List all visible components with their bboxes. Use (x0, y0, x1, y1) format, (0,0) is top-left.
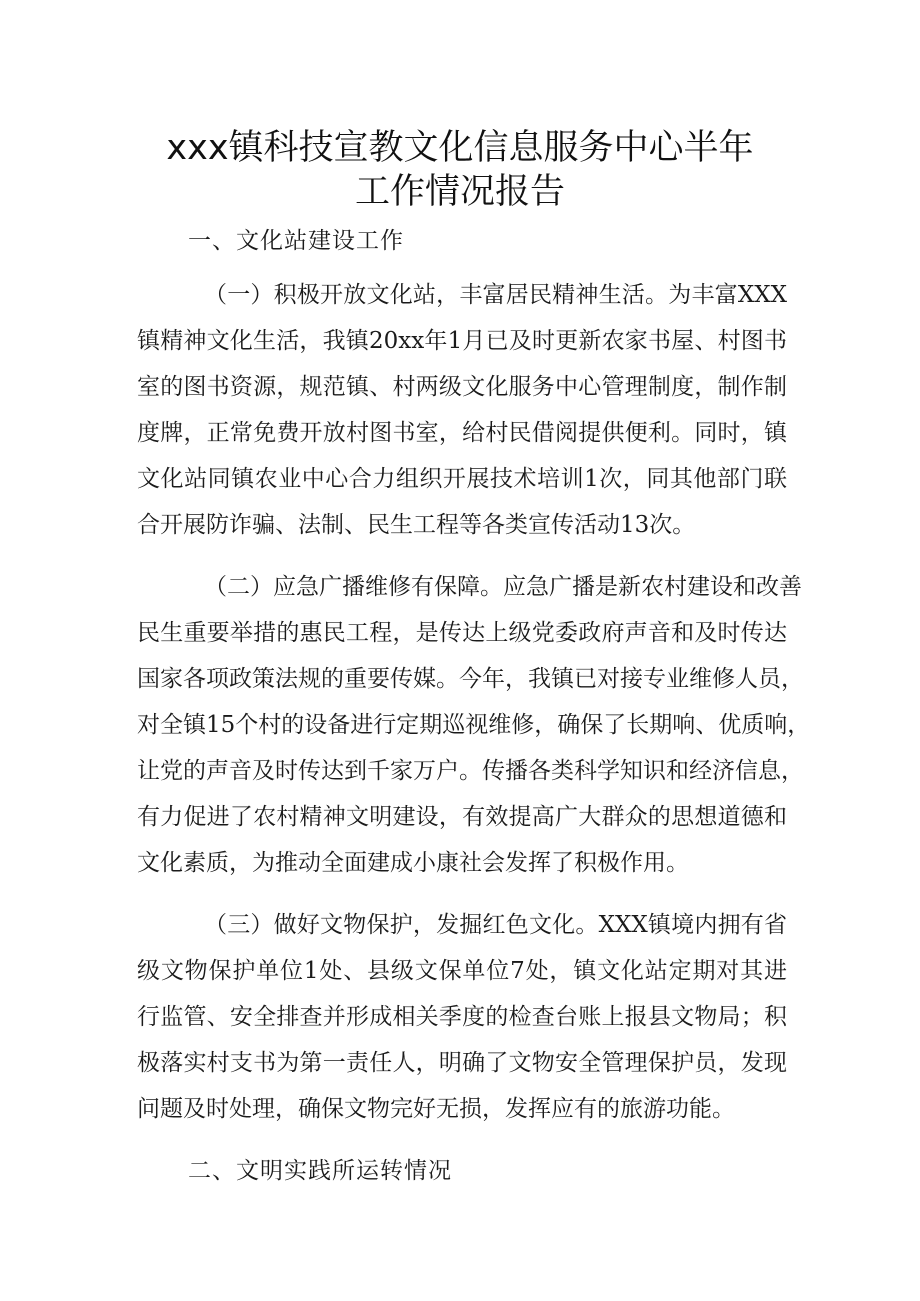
section-heading-2: 二、文明实践所运转情况 (188, 1158, 452, 1184)
paragraph-3-line: 行监管、安全排查并形成相关季度的检查台账上报县文物局；积 (137, 1004, 787, 1030)
paragraph-1-line: （一）积极开放文化站，丰富居民精神生活。为丰富XXX (204, 282, 787, 308)
document-title-line2: 工作情况报告 (354, 172, 565, 212)
paragraph-3-line: 极落实村支书为第一责任人，明确了文物安全管理保护员，发现 (137, 1050, 787, 1076)
section-heading-1: 一、文化站建设工作 (188, 228, 404, 254)
paragraph-2-line: （二）应急广播维修有保障。应急广播是新农村建设和改善 (204, 574, 802, 600)
paragraph-2-line: 对全镇15个村的设备进行定期巡视维修，确保了长期响、优质响， (137, 712, 811, 738)
paragraph-1-line: 合开展防诈骗、法制、民生工程等各类宣传活动13次。 (137, 512, 696, 538)
paragraph-1-line: 室的图书资源，规范镇、村两级文化服务中心管理制度，制作制 (137, 374, 787, 400)
paragraph-1-line: 镇精神文化生活，我镇20xx年1月已及时更新农家书屋、村图书 (137, 328, 787, 354)
paragraph-1-line: 文化站同镇农业中心合力组织开展技术培训1次，同其他部门联 (137, 466, 787, 492)
document-title-line1: xxx镇科技宣教文化信息服务中心半年 (166, 128, 754, 168)
paragraph-3-line: （三）做好文物保护，发掘红色文化。XXX镇境内拥有省 (204, 912, 787, 938)
paragraph-3-line: 问题及时处理，确保文物完好无损，发挥应有的旅游功能。 (137, 1096, 735, 1122)
paragraph-2-line: 让党的声音及时传达到千家万户。传播各类科学知识和经济信息， (137, 758, 804, 784)
paragraph-2-line: 文化素质，为推动全面建成小康社会发挥了积极作用。 (137, 850, 689, 876)
paragraph-2-line: 有力促进了农村精神文明建设，有效提高广大群众的思想道德和 (137, 804, 787, 830)
paragraph-3-line: 级文物保护单位1处、县级文保单位7处，镇文化站定期对其进 (137, 958, 787, 984)
paragraph-2-line: 民生重要举措的惠民工程，是传达上级党委政府声音和及时传达 (137, 620, 787, 646)
paragraph-1-line: 度牌，正常免费开放村图书室，给村民借阅提供便利。同时，镇 (137, 420, 787, 446)
paragraph-2-line: 国家各项政策法规的重要传媒。今年，我镇已对接专业维修人员， (137, 666, 804, 692)
